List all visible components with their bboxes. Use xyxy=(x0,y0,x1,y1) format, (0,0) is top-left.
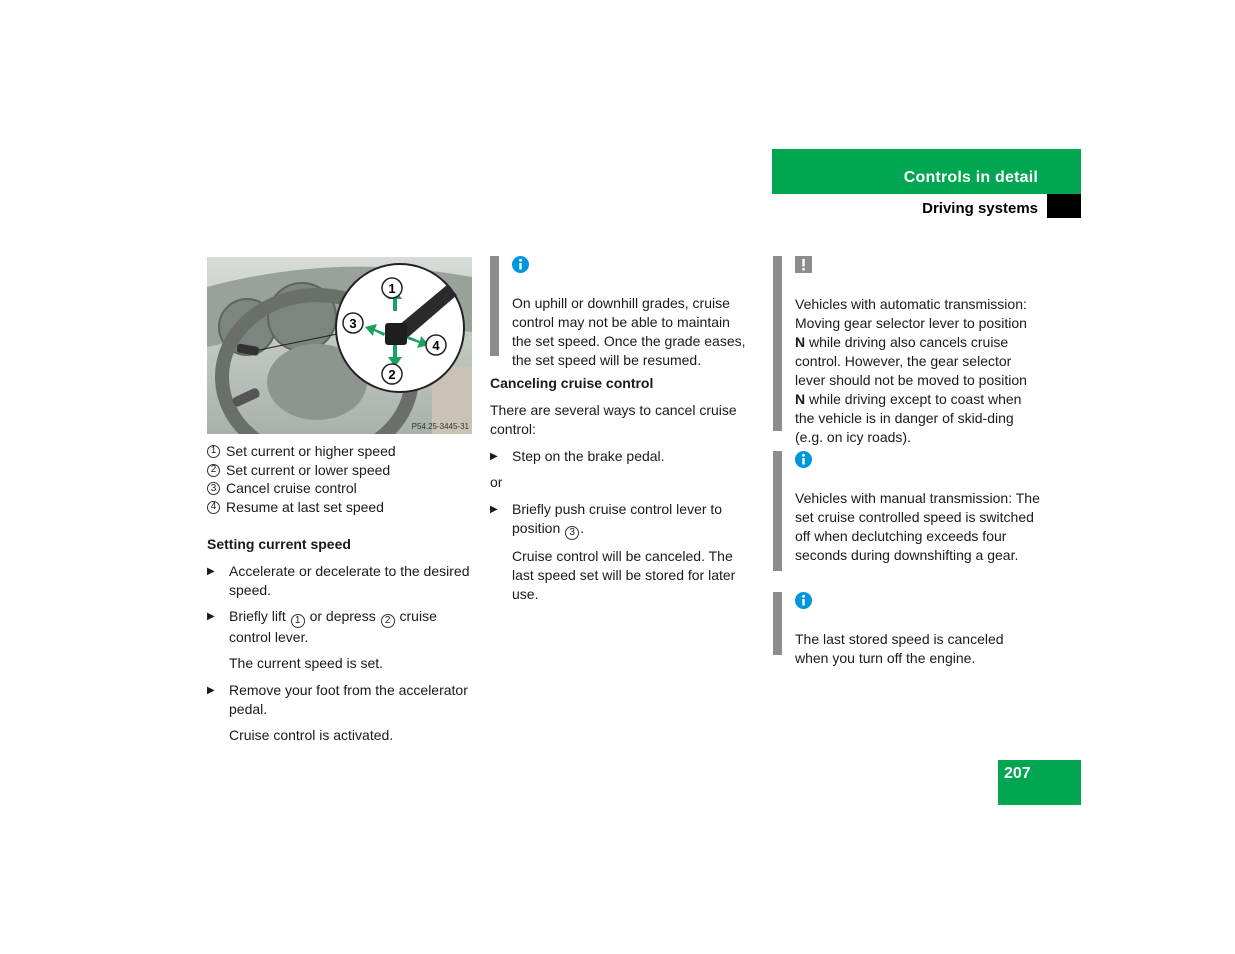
canceling-section xyxy=(490,374,755,604)
or-text: or xyxy=(490,474,503,490)
legend-item: 4 Resume at last set speed xyxy=(207,498,477,517)
step: ▶ Accelerate or decelerate to the desired speed. xyxy=(207,563,470,598)
section-heading: Canceling cruise control xyxy=(490,375,654,391)
callout-3: 3 xyxy=(349,316,357,331)
bullet-triangle-icon: ▶ xyxy=(207,566,215,577)
info-icon xyxy=(795,592,812,609)
bullet-triangle-icon: ▶ xyxy=(207,611,215,622)
callout-1: 1 xyxy=(388,281,396,296)
step: ▶ Step on the brake pedal. xyxy=(490,448,665,464)
callout-4: 4 xyxy=(432,338,440,353)
section-heading: Setting current speed xyxy=(207,536,351,552)
legend-item: 1 Set current or higher speed xyxy=(207,442,477,461)
canceling-intro: There are several ways to cancel cruise control: xyxy=(490,402,737,437)
warning-note-automatic: Vehicles with automatic transmission: Moving gear selector lever to position N while driving also cancels cruise control. However, the gear selector lever should not be moved to position N while driving except to coast when the vehicle is in danger of skid-ding (e.g. on icy roads). xyxy=(773,256,1040,431)
cruise-control-figure xyxy=(207,257,472,434)
page-number: 207 xyxy=(1004,765,1031,782)
steering-wheel-illustration xyxy=(207,257,472,434)
setting-speed-section xyxy=(207,535,477,745)
thumb-tab xyxy=(1047,194,1081,218)
step: ▶ Briefly push cruise control lever to position 3 . xyxy=(490,501,723,538)
step: ▶ Remove your foot from the accelerator pedal. xyxy=(207,682,468,717)
section-title: Controls in detail xyxy=(903,169,1038,186)
step-result: Cruise control will be canceled. The last speed set will be stored for later use. xyxy=(512,548,736,602)
step: ▶ Briefly lift 1 or depress 2 cruise control lever. xyxy=(207,608,437,645)
step-result: The current speed is set. xyxy=(229,655,384,671)
info-icon xyxy=(795,451,812,468)
legend-item: 3 Cancel cruise control xyxy=(207,479,477,498)
exclamation-icon xyxy=(795,256,812,273)
bullet-triangle-icon: ▶ xyxy=(490,504,498,515)
info-note-manual: Vehicles with manual transmission: The set cruise controlled speed is switched off when declutching exceeds four seconds during downshifting a gear. xyxy=(773,451,1040,571)
info-note-grades: On uphill or downhill grades, cruise control may not be able to maintain the set speed. Once the grade eases, the set speed will be resumed. xyxy=(490,256,752,356)
bullet-triangle-icon: ▶ xyxy=(490,451,498,462)
subsection-title: Driving systems xyxy=(922,200,1038,217)
figure-legend xyxy=(207,442,477,517)
callout-2: 2 xyxy=(388,367,396,382)
info-icon xyxy=(512,256,529,273)
step-result: Cruise control is activated. xyxy=(229,727,394,743)
image-code: P54.25-3445-31 xyxy=(411,422,469,431)
info-note-engine: The last stored speed is canceled when you turn off the engine. xyxy=(773,592,1040,655)
bullet-triangle-icon: ▶ xyxy=(207,685,215,696)
legend-item: 2 Set current or lower speed xyxy=(207,461,477,480)
